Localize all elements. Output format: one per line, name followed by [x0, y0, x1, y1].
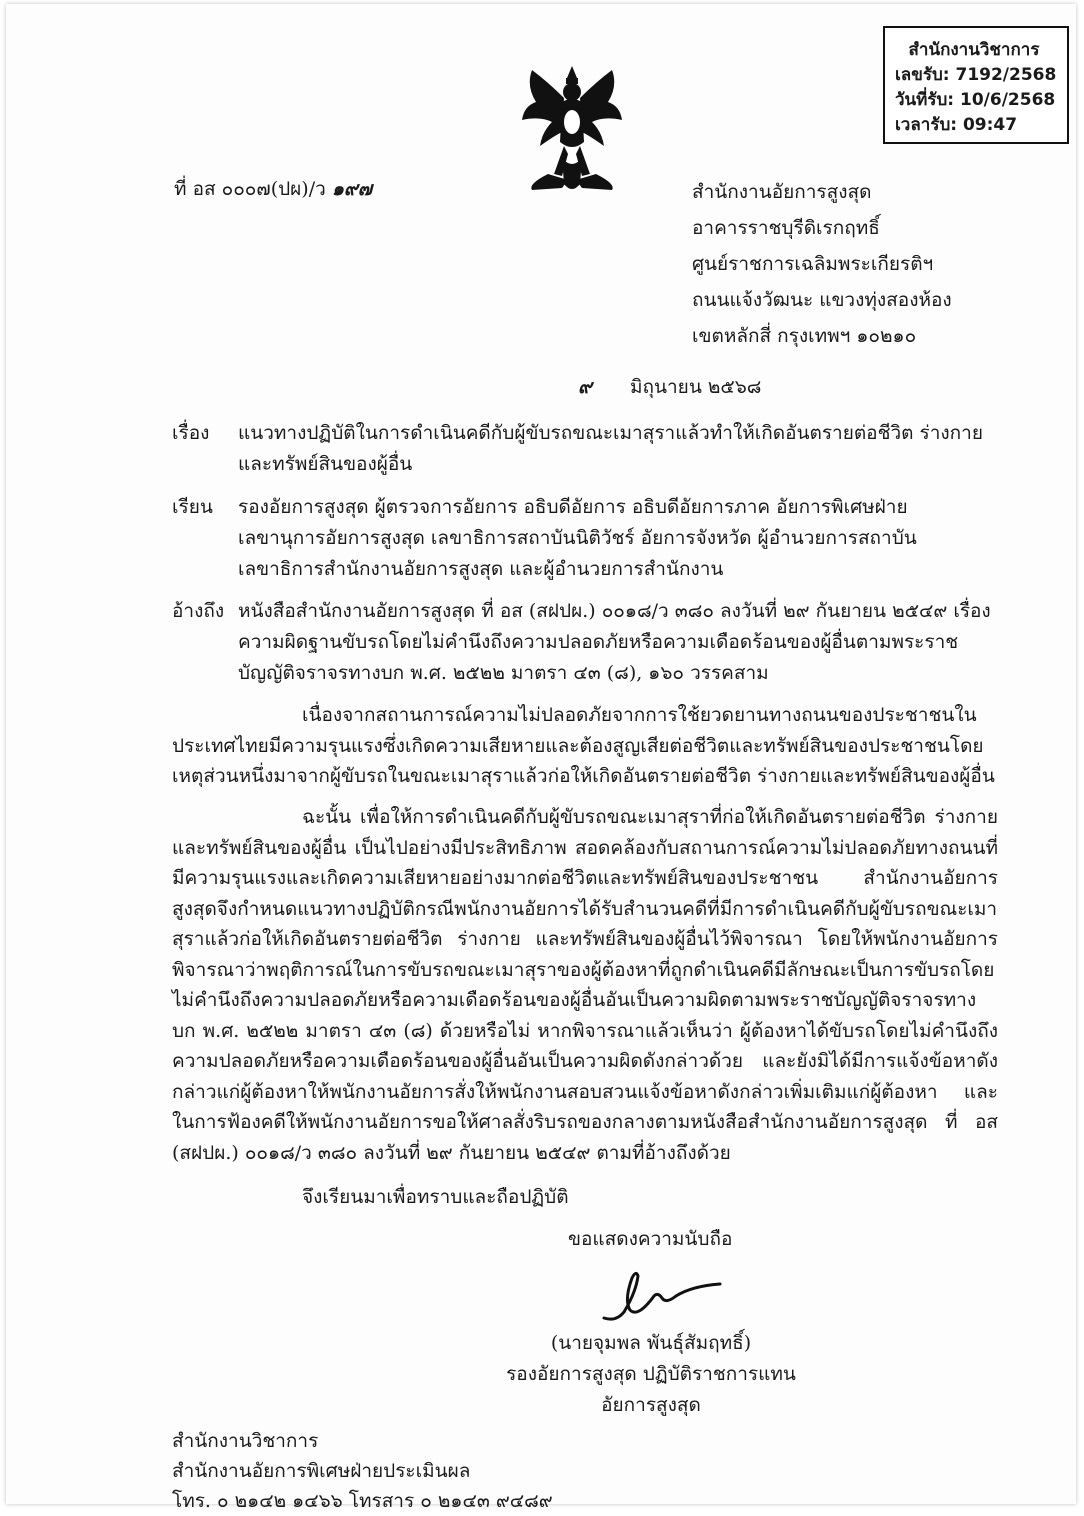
receipt-stamp [883, 26, 1069, 144]
stamp-receive-time: เวลารับ: 09:47 [895, 115, 1018, 135]
body-paragraph-1: เนื่องจากสถานการณ์ความไม่ปลอดภัยจากการใช้ยวดยานทางถนนของประชาชนในประเทศไทยมีความรุนแรงซึ่งเกิดความเสียหายและต้องสูญเสียต่อชีวิตและทรัพย์สินของประชาชนโดยเหตุส่วนหนึ่งมาจากผู้ขับรถในขณะเมาสุราแล้วก่อให้เกิดอันตรายต่อชีวิต ร่างกายและทรัพย์สินของผู้อื่น [172, 704, 995, 787]
recipient-text: รองอัยการสูงสุด ผู้ตรวจการอัยการ อธิบดีอัยการ อธิบดีอัยการภาค อัยการพิเศษฝ่าย เลขานุการอัยการสูงสุด เลขาธิการสถาบันนิติวัชร์ อัยการจังหวัด ผู้อำนวยการสถาบัน เลขาธิการสำนักงานอัยการสูงสุด และผู้อำนวยการสำนักงาน [238, 496, 917, 580]
closing-sentence: จึงเรียนมาเพื่อทราบและถือปฏิบัติ [302, 1186, 569, 1208]
footer-contact [172, 1426, 553, 1516]
handwritten-signature [596, 1266, 726, 1328]
sender-address [692, 174, 952, 354]
footer-phone-fax: โทร. ๐ ๒๑๔๒ ๑๔๖๖ โทรสาร ๐ ๒๑๔๓ ๙๔๘๙ [172, 1490, 553, 1512]
document-number-handwritten: ๑๙๗ [331, 178, 373, 200]
stamp-receive-date: วันที่รับ: 10/6/2568 [895, 90, 1056, 110]
address-line: สำนักงานอัยการสูงสุด [692, 181, 872, 203]
date-day: ๙ [578, 376, 592, 398]
subject-text: แนวทางปฏิบัติในการดำเนินคดีกับผู้ขับรถขณะเมาสุราแล้วทำให้เกิดอันตรายต่อชีวิต ร่างกาย และทรัพย์สินของผู้อื่น [238, 422, 983, 475]
reference-text: หนังสือสำนักงานอัยการสูงสุด ที่ อส (สฝปผ.) ๐๐๑๘/ว ๓๘๐ ลงวันที่ ๒๙ กันยายน ๒๕๔๙ เรื่อง ความผิดฐานขับรถโดยไม่คำนึงถึงความปลอดภัยหรือความเดือดร้อนของผู้อื่นตามพระราชบัญญัติจราจรทางบก พ.ศ. ๒๕๒๒ มาตรา ๔๓ (๘), ๑๖๐ วรรคสาม [238, 600, 991, 684]
letter-page [6, 4, 1076, 1512]
address-line: ถนนแจ้งวัฒนะ แขวงทุ่งสองห้อง [692, 289, 952, 311]
recipient-label: เรียน [172, 496, 213, 518]
footer-office: สำนักงานวิชาการ [172, 1430, 319, 1452]
footer-division: สำนักงานอัยการพิเศษฝ่ายประเมินผล [172, 1460, 471, 1482]
reference-label: อ้างถึง [172, 600, 225, 622]
body-paragraph-2: ฉะนั้น เพื่อให้การดำเนินคดีกับผู้ขับรถขณะเมาสุราที่ก่อให้เกิดอันตรายต่อชีวิต ร่างกายและทรัพย์สินของผู้อื่น เป็นไปอย่างมีประสิทธิภาพ สอดคล้องกับสถานการณ์ความไม่ปลอดภัยทางถนนที่มีความรุนแรงและเกิดความเสียหายอย่างมากต่อชีวิตและทรัพย์สินของประชาชน สำนักงานอัยการสูงสุดจึงกำหนดแนวทางปฏิบัติกรณีพนักงานอัยการได้รับสำนวนคดีที่มีการดำเนินคดีกับผู้ขับรถขณะเมาสุราแล้วก่อให้เกิดอันตรายต่อชีวิต ร่างกาย และทรัพย์สินของผู้อื่นไว้พิจารณา โดยให้พนักงานอัยการพิจารณาว่าพฤติการณ์ในการขับรถขณะเมาสุราของผู้ต้องหาที่ถูกดำเนินคดีมีลักษณะเป็นการขับรถโดยไม่คำนึงถึงความปลอดภัยหรือความเดือดร้อนของผู้อื่นอันเป็นความผิดตามพระราชบัญญัติจราจรทางบก พ.ศ. ๒๕๒๒ มาตรา ๔๓ (๘) ด้วยหรือไม่ หากพิจารณาแล้วเห็นว่า ผู้ต้องหาได้ขับรถโดยไม่คำนึงถึงความปลอดภัยหรือความเดือดร้อนของผู้อื่นอันเป็นความผิดดังกล่าวด้วย และยังมิได้มีการแจ้งข้อหาดังกล่าวแก่ผู้ต้องหาให้พนักงานอัยการสั่งให้พนักงานสอบสวนแจ้งข้อหาดังกล่าวเพิ่มเติมแก่ผู้ต้องหา และในการฟ้องคดีให้พนักงานอัยการขอให้ศาลสั่งริบรถของกลางตามหนังสือสำนักงานอัยการสูงสุด ที่ อส (สฝปผ.) ๐๐๑๘/ว ๓๘๐ ลงวันที่ ๒๙ กันยายน ๒๕๔๙ ตามที่อ้างถึงด้วย [172, 806, 998, 1164]
signer-block [486, 1328, 816, 1421]
address-line: เขตหลักสี่ กรุงเทพฯ ๑๐๒๑๐ [692, 325, 917, 347]
address-line: อาคารราชบุรีดิเรกฤทธิ์ [692, 217, 880, 239]
address-line: ศูนย์ราชการเฉลิมพระเกียรติฯ [692, 253, 934, 275]
stamp-office: สำนักงานวิชาการ [908, 40, 1040, 60]
letter-date [578, 372, 761, 402]
regards-line: ขอแสดงความนับถือ [568, 1228, 733, 1250]
garuda-emblem-icon [518, 62, 626, 202]
date-month-year: มิถุนายน ๒๕๖๘ [630, 376, 762, 398]
subject-label: เรื่อง [172, 422, 210, 444]
signer-position: รองอัยการสูงสุด ปฏิบัติราชการแทน [506, 1363, 796, 1385]
document-number [174, 174, 372, 204]
document-number-prefix: ที่ อส ๐๐๐๗(ปผ)/ว [174, 178, 326, 200]
stamp-receive-number: เลขรับ: 7192/2568 [895, 65, 1057, 85]
signer-position-2: อัยการสูงสุด [601, 1394, 701, 1416]
signer-name: (นายจุมพล พันธุ์สัมฤทธิ์) [550, 1332, 752, 1354]
